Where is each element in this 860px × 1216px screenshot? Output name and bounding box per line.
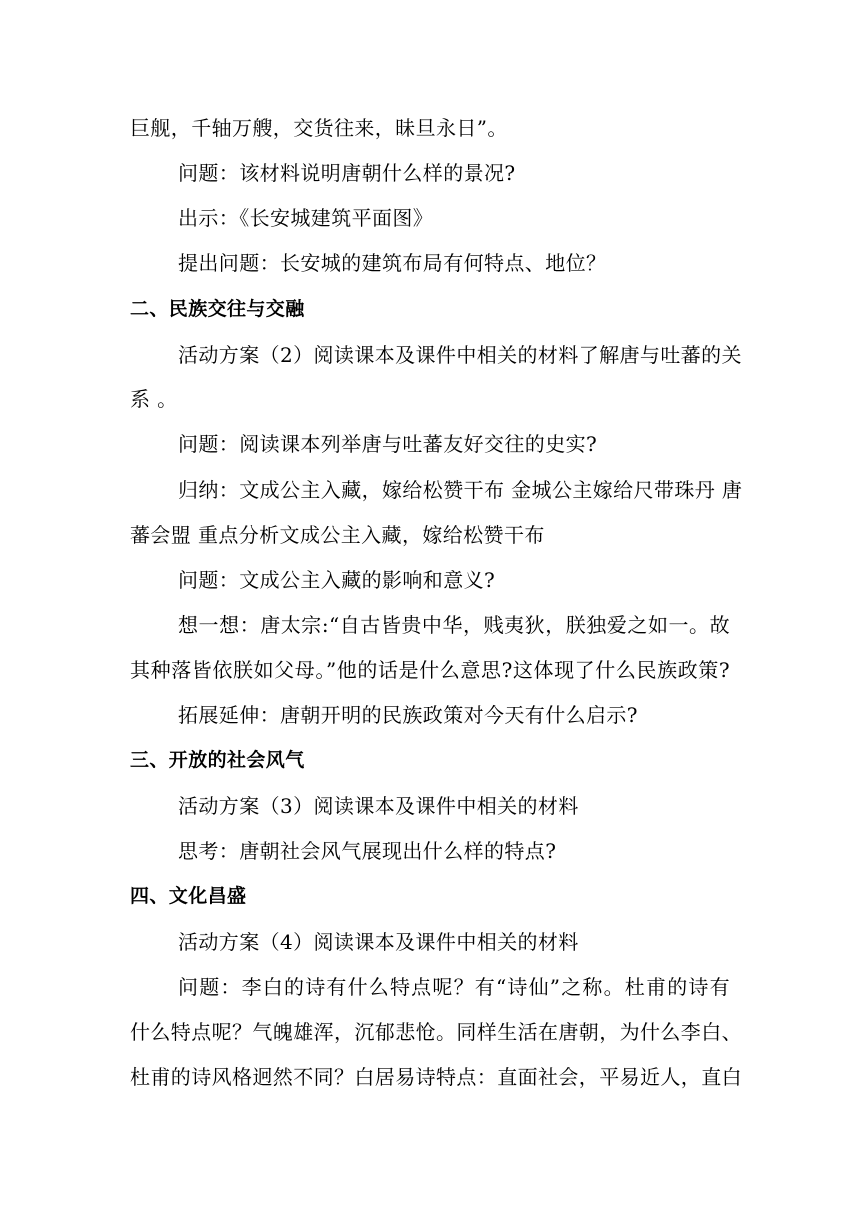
question-line: 提出问题：长安城的建筑布局有何特点、地位？: [178, 251, 607, 275]
question-line: 问题：文成公主入藏的影响和意义?: [178, 568, 496, 592]
question-line: 问题：该材料说明唐朝什么样的景况?: [178, 161, 516, 185]
section-heading-ethnic-relations: 二、民族交往与交融: [130, 298, 305, 320]
reflection-line: 思考：唐朝社会风气展现出什么样的特点?: [178, 839, 557, 863]
summary-line-continuation: 蕃会盟 重点分析文成公主入藏，嫁给松赞干布: [130, 523, 545, 547]
extension-line: 拓展延伸：唐朝开明的民族政策对今天有什么启示?: [178, 703, 638, 727]
activity-plan-line: 活动方案（4）阅读课本及课件中相关的材料: [178, 930, 579, 954]
activity-plan-line-continuation: 系 。: [130, 387, 178, 411]
question-line: 问题：李白的诗有什么特点呢？有“诗仙”之称。杜甫的诗有: [178, 975, 730, 999]
question-line-continuation: 什么特点呢？气魄雄浑，沉郁悲怆。同样生活在唐朝，为什么李白、: [130, 1020, 742, 1044]
section-heading-social-atmosphere: 三、开放的社会风气: [130, 749, 305, 771]
question-line-continuation: 杜甫的诗风格迥然不同？白居易诗特点：直面社会，平易近人，直白: [130, 1065, 742, 1089]
question-line: 问题：阅读课本列举唐与吐蕃友好交往的史实?: [178, 432, 598, 456]
section-heading-culture: 四、文化昌盛: [130, 885, 247, 907]
think-line: 想一想：唐太宗:“自古皆贵中华，贱夷狄，朕独爱之如一。故: [178, 613, 730, 637]
display-line: 出示：《长安城建筑平面图》: [178, 206, 434, 230]
activity-plan-line: 活动方案（3）阅读课本及课件中相关的材料: [178, 794, 579, 818]
activity-plan-line: 活动方案（2）阅读课本及课件中相关的材料了解唐与吐蕃的关: [178, 343, 742, 367]
think-line-continuation: 其种落皆依朕如父母。”他的话是什么意思?这体现了什么民族政策?: [130, 658, 730, 682]
summary-line: 归纳：文成公主入藏，嫁给松赞干布 金城公主嫁给尺带珠丹 唐: [178, 478, 743, 502]
paragraph-line-continuation: 巨舰，千轴万艘，交货往来，昧旦永日”。: [130, 116, 508, 140]
